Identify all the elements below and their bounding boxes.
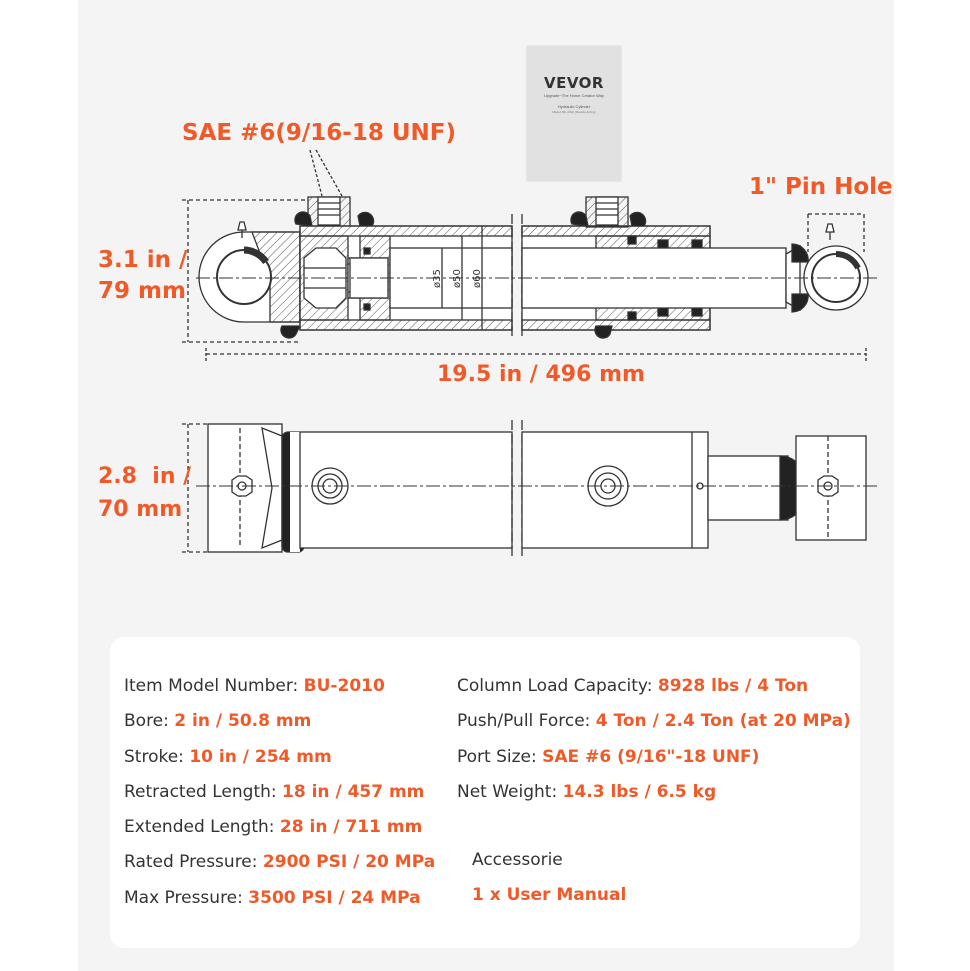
- height-top-line-2: 79 mm: [98, 278, 186, 304]
- specs-panel: [110, 637, 860, 948]
- accessory-title: Accessorie: [472, 850, 563, 870]
- manual-brand: VEVOR: [543, 74, 604, 92]
- spec-push-pull-force: Push/Pull Force: 4 Ton / 2.4 Ton (at 20 MPa): [457, 711, 851, 732]
- spec-model: Item Model Number: BU-2010: [124, 676, 385, 696]
- spec-extended-length: Extended Length: 28 in / 711 mm: [124, 817, 423, 838]
- spec-bore: Bore: 2 in / 50.8 mm: [124, 711, 312, 732]
- spec-column-load: Column Load Capacity: 8928 lbs / 4 Ton: [457, 676, 809, 696]
- height-bottom-line-2: 70 mm: [98, 497, 183, 522]
- height-bottom-annotation: [98, 460, 191, 526]
- accessory-item: 1 x User Manual: [472, 885, 627, 906]
- diameter-label-35: ø35: [432, 269, 443, 288]
- spec-stroke: Stroke: 10 in / 254 mm: [124, 746, 332, 767]
- spec-retracted-length: Retracted Length: 18 in / 457 mm: [124, 781, 425, 802]
- spec-port-size: Port Size: SAE #6 (9/16"-18 UNF): [457, 746, 760, 767]
- outside-view: [182, 420, 880, 556]
- height-top-annotation: [98, 245, 187, 307]
- manual-subtitle: Model: BU-2010 (Double-Acting): [552, 110, 596, 114]
- spec-max-pressure: Max Pressure: 3500 PSI / 24 MPa: [124, 887, 421, 908]
- height-bottom-line-1: 2.8 in /: [98, 464, 192, 489]
- diameter-label-50: ø50: [452, 269, 463, 288]
- user-manual-image: [527, 46, 621, 181]
- spec-rated-pressure: Rated Pressure: 2900 PSI / 20 MPa: [124, 852, 436, 873]
- height-top-line-1: 3.1 in /: [98, 247, 188, 273]
- diameter-label-60: ø60: [472, 269, 483, 288]
- port-size-annotation: SAE #6(9/16-18 UNF): [182, 120, 456, 146]
- manual-tagline: Upgrade~The Home Creator Way: [544, 93, 604, 98]
- accessory-block: [472, 843, 626, 914]
- pin-hole-annotation: 1" Pin Hole: [749, 174, 893, 200]
- specs-left-column: [124, 669, 435, 916]
- spec-net-weight: Net Weight: 14.3 lbs / 6.5 kg: [457, 781, 717, 802]
- total-length-annotation: 19.5 in / 496 mm: [437, 362, 645, 387]
- specs-right-column: [457, 669, 851, 810]
- manual-title: Hydraulic Cylinder: [557, 104, 591, 109]
